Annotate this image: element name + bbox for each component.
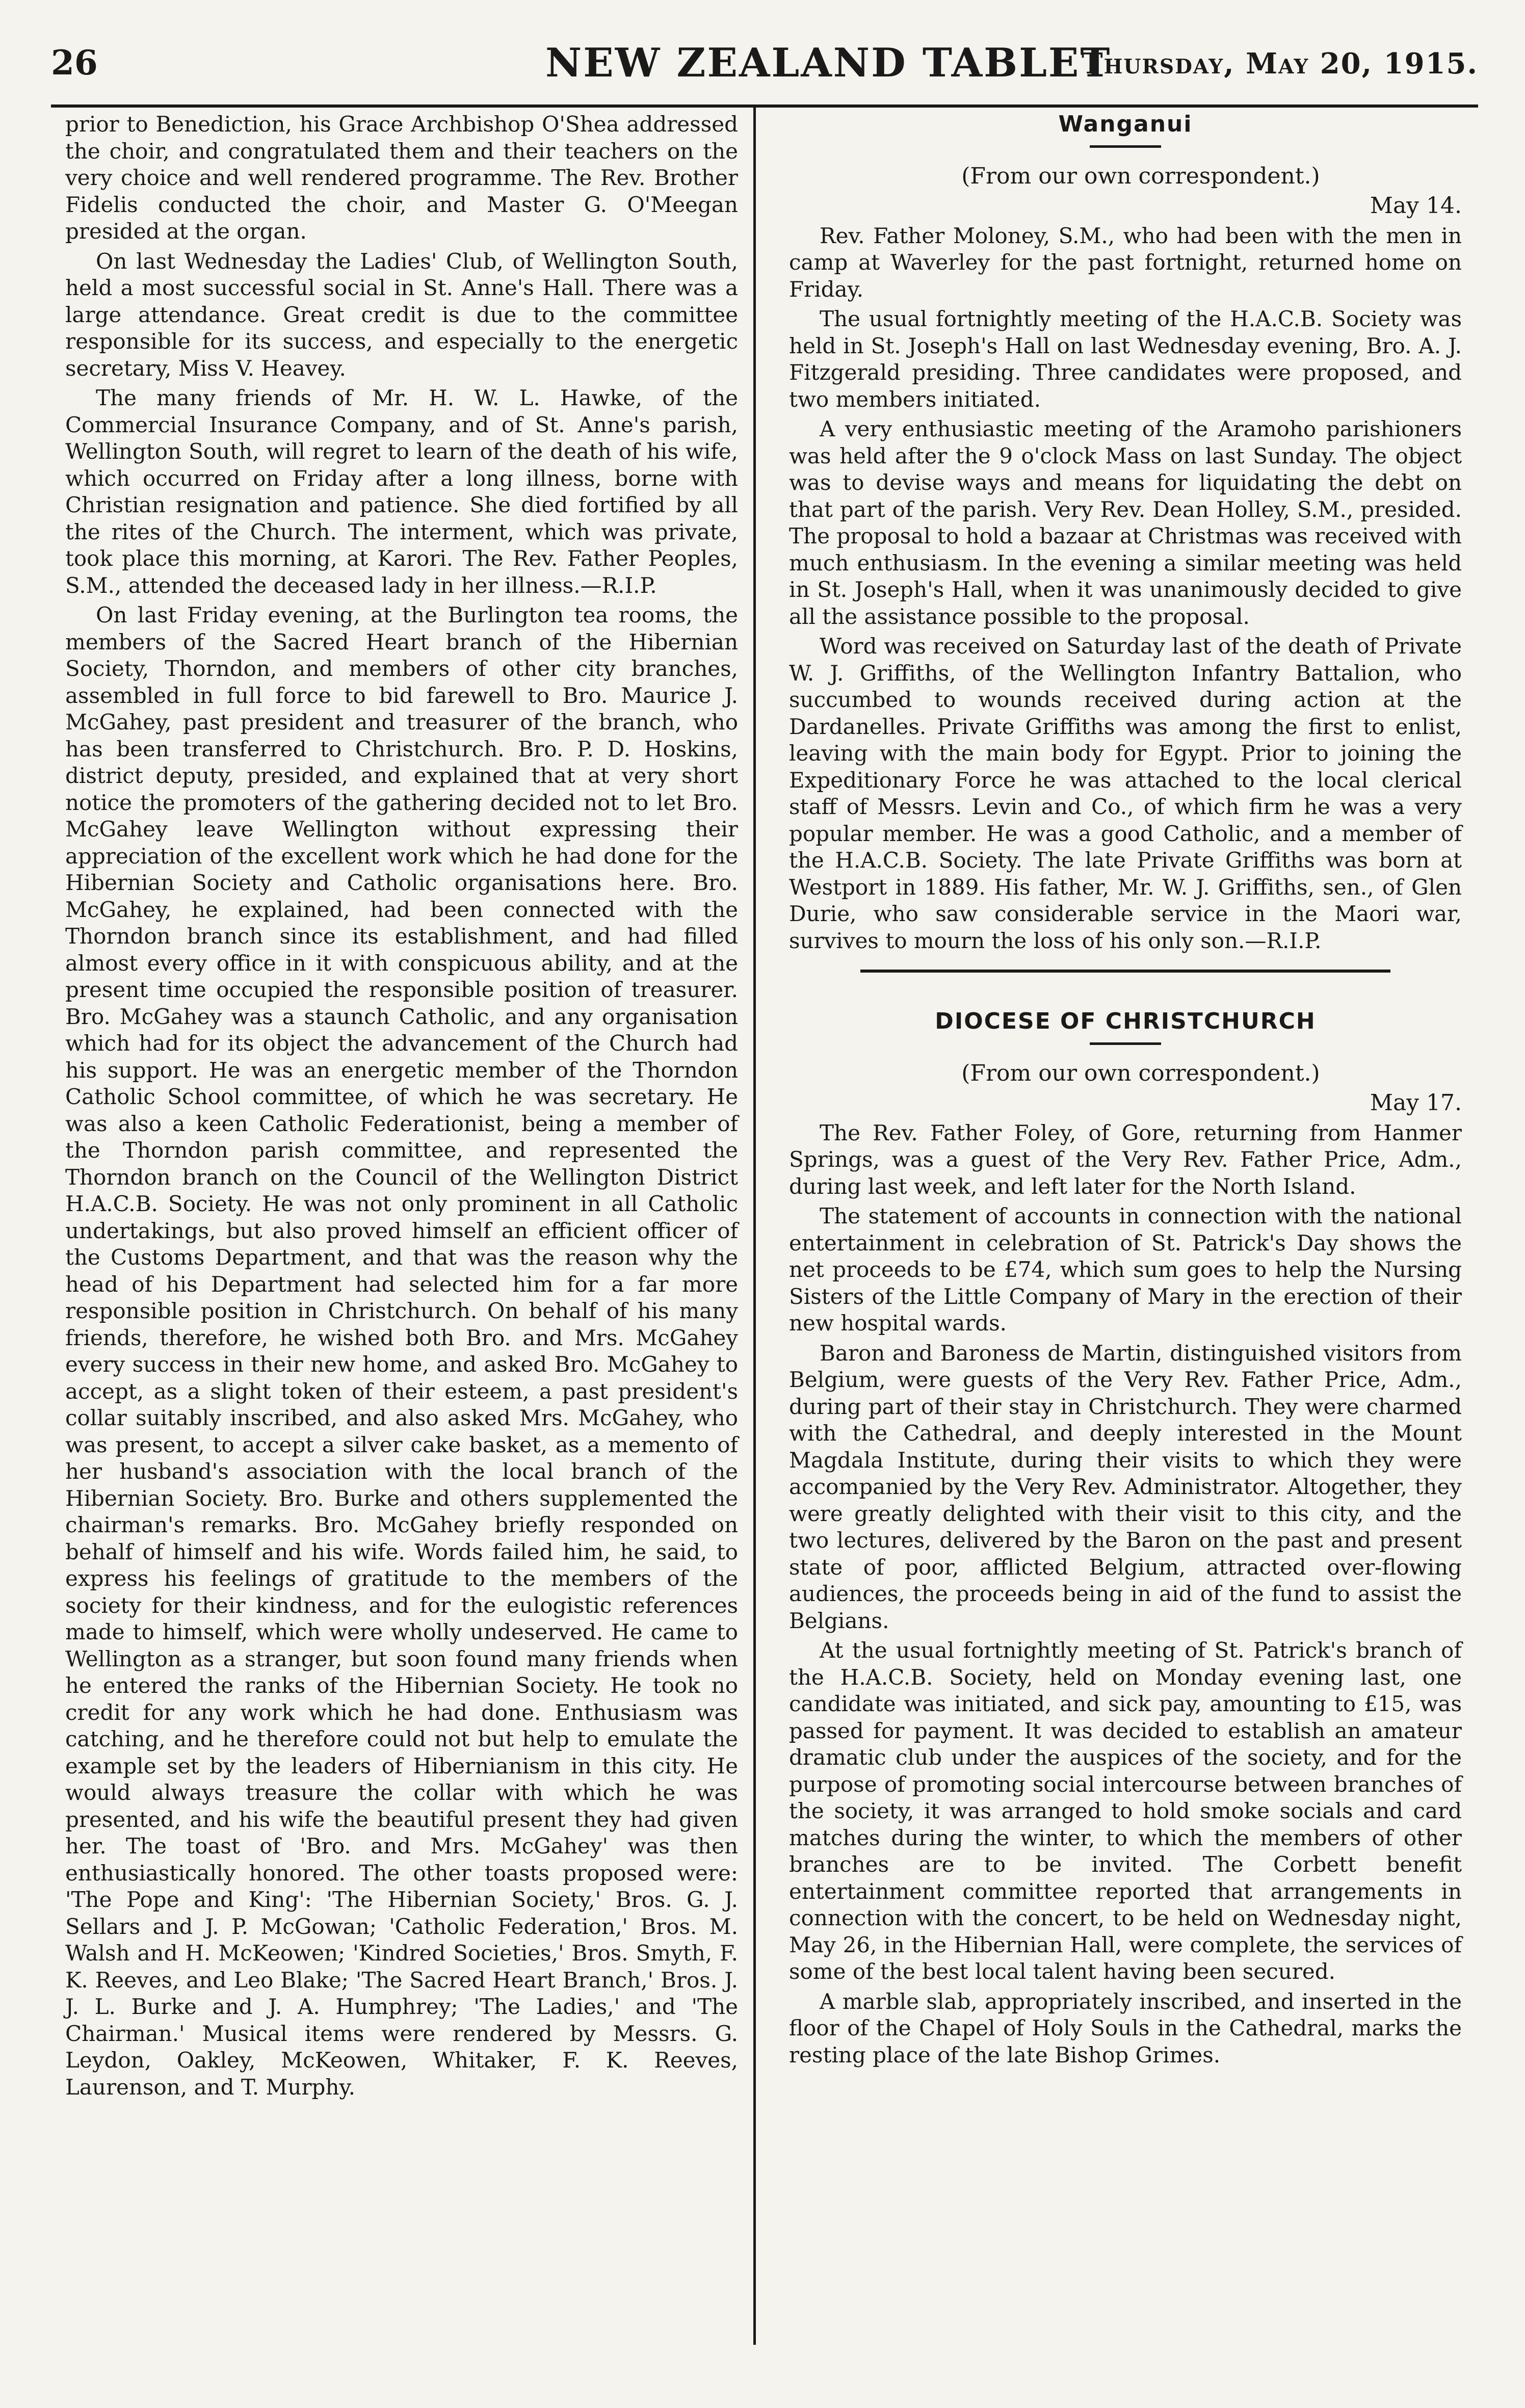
dateline: May 14. — [1370, 193, 1462, 219]
masthead: NEW ZEALAND TABLET — [545, 40, 1112, 86]
left-column — [65, 111, 738, 2104]
section-title: DIOCESE OF CHRISTCHURCH — [935, 1008, 1316, 1034]
section-christchurch — [789, 1008, 1462, 2069]
article-paragraph: Word was received on Saturday last of the death of Private W. J. Griffiths, of the Wellington Infantry Battalion, who succumbed to wounds received during action at the Dardanelles. Private Griffiths was among the first to enlist, leaving with the main body for Egypt. Prior to joining the Expeditionary Force he was attached to the local clerical staff of Messrs. Levin and Co., of which firm he was a very popular member. He was a good Catholic, and a member of the H.A.C.B. Society. The late Private Griffiths was born at Westport in 1889. His father, Mr. W. J. Griffiths, sen., of Glen Durie, who saw considerable service in the Maori war, survives to mourn the loss of his only son.—R.I.P. — [789, 634, 1462, 953]
section-title: Wanganui — [1058, 111, 1193, 137]
article-paragraph: A very enthusiastic meeting of the Aramoho parishioners was held after the 9 o'clock Mass on last Sunday. The object was to devise ways and means for liquidating the debt on that part of the parish. Very Rev. Dean Holley, S.M., presided. The proposal to hold a bazaar at Christmas was received with much enthusiasm. In the evening a similar meeting was held in St. Joseph's Hall, when it was unanimously decided to give all the assistance possible to the proposal. — [789, 416, 1462, 629]
title-rule — [1090, 145, 1161, 148]
title-rule — [1090, 1042, 1161, 1045]
article-paragraph: The statement of accounts in connection with the national entertainment in celebration of St. Patrick's Day shows the net proceeds to be £74, which sum goes to help the Nursing Sisters of the Little Company of Mary in the erection of their new hospital wards. — [789, 1203, 1462, 1336]
article-paragraph: A marble slab, appropriately inscribed, and inserted in the floor of the Chapel of Holy Souls in the Cathedral, marks the resting place of the late Bishop Grimes. — [789, 1988, 1462, 2067]
article-paragraph: On last Friday evening, at the Burlington tea rooms, the members of the Sacred Heart branch of the Hibernian Society, Thorndon, and members of other city branches, assembled in full force to bid farewell to Bro. Maurice J. McGahey, past president and treasurer of the branch, who has been transferred to Christchurch. Bro. P. D. Hoskins, district deputy, presided, and explained that at very short notice the promoters of the gathering decided not to let Bro. McGahey leave Wellington without expressing their appreciation of the excellent work which he had done for the Hibernian Society and Catholic organisations here. Bro. McGahey, he explained, had been connected with the Thorndon branch since its establishment, and had filled almost every office in it with conspicuous ability, and at the present time occupied the responsible position of treasurer. Bro. McGahey was a staunch Catholic, and any organisation which had for its object the advancement of the Church had his support. He was an energetic member of the Thorndon Catholic School committee, of which he was secretary. He was also a keen Catholic Federationist, being a member of the Thorndon parish committee, and represented the Thorndon branch on the Council of the Wellington District H.A.C.B. Society. He was not only prominent in all Catholic undertakings, but also proved himself an efficient officer of the Customs Department, and that was the reason why the head of his Department had selected him for a far more responsible position in Christchurch. On behalf of his many friends, therefore, he wished both Bro. and Mrs. McGahey every success in their new home, and asked Bro. McGahey to accept, as a slight token of their esteem, a past president's collar suitably inscribed, and also asked Mrs. McGahey, who was present, to accept a silver cake basket, as a memento of her husband's association with the local branch of the Hibernian Society. Bro. Burke and others supplemented the chairman's remarks. Bro. McGahey briefly responded on behalf of himself and his wife. Words failed him, he said, to express his feelings of gratitude to the members of the society for their kindness, and for the eulogistic references made to himself, which were wholly undeserved. He came to Wellington as a stranger, but soon found many friends when he entered the ranks of the Hibernian Society. He took no credit for any work which he had done. Enthusiasm was catching, and he therefore could not but help to emulate the example set by the leaders of Hibernianism in this city. He would always treasure the collar with which he was presented, and his wife the beautiful present they had given her. The toast of 'Bro. and Mrs. McGahey' was then enthusiastically honored. The other toasts proposed were: 'The Pope and King': 'The Hibernian Society,' Bros. G. J. Sellars and J. P. McGowan; 'Catholic Federation,' Bros. M. Walsh and H. McKeowen; 'Kindred Societies,' Bros. Smyth, F. K. Reeves, and Leo Blake; 'The Sacred Heart Branch,' Bros. J. J. L. Burke and J. A. Humphrey; 'The Ladies,' and 'The Chairman.' Musical items were rendered by Messrs. G. Leydon, Oakley, McKeowen, Whitaker, F. K. Reeves, Laurenson, and T. Murphy. — [65, 603, 738, 2100]
page-header — [51, 40, 1478, 101]
article-paragraph: The Rev. Father Foley, of Gore, returning from Hanmer Springs, was a guest of the Very Rev. Father Price, Adm., during last week, and left later for the North Island. — [789, 1120, 1462, 1199]
article-paragraph: The many friends of Mr. H. W. L. Hawke, of the Commercial Insurance Company, and of St. Anne's parish, Wellington South, will regret to learn of the death of his wife, which occurred on Friday after a long illness, borne with Christian resignation and patience. She died fortified by all the rites of the Church. The interment, which was private, took place this morning, at Karori. The Rev. Father Peoples, S.M., attended the deceased lady in her illness.—R.I.P. — [65, 385, 738, 598]
section-wanganui — [789, 111, 1462, 954]
section-separator — [860, 970, 1390, 973]
correspondent-line: (From our own correspondent.) — [961, 163, 1320, 189]
right-column — [789, 111, 1462, 2072]
issue-date: Thursday, May 20, 1915. — [1082, 47, 1478, 81]
article-paragraph: The usual fortnightly meeting of the H.A.C.B. Society was held in St. Joseph's Hall on last Wednesday evening, Bro. A. J. Fitzgerald presiding. Three candidates were proposed, and two members initiated. — [789, 306, 1462, 412]
dateline: May 17. — [1370, 1090, 1462, 1116]
correspondent-line: (From our own correspondent.) — [961, 1060, 1320, 1086]
article-paragraph: prior to Benediction, his Grace Archbishop O'Shea addressed the choir, and congratulated them and their teachers on the very choice and well rendered programme. The Rev. Brother Fidelis conducted the choir, and Master G. O'Meegan presided at the organ. — [65, 112, 738, 244]
column-divider — [753, 107, 756, 2345]
article-paragraph: Baron and Baroness de Martin, distinguished visitors from Belgium, were guests of the Very Rev. Father Price, Adm., during part of their stay in Christchurch. They were charmed with the Cathedral, and deeply interested in the Mount Magdala Institute, during their visits to which they were accompanied by the Very Rev. Administrator. Altogether, they were greatly delighted with their visit to this city, and the two lectures, delivered by the Baron on the past and present state of poor, afflicted Belgium, attracted over-flowing audiences, the proceeds being in aid of the fund to assist the Belgians. — [789, 1340, 1462, 1633]
page-number: 26 — [51, 43, 98, 83]
article-paragraph: On last Wednesday the Ladies' Club, of Wellington South, held a most successful social in St. Anne's Hall. There was a large attendance. Great credit is due to the committee responsible for its success, and especially to the energetic secretary, Miss V. Heavey. — [65, 248, 738, 381]
article-paragraph: Rev. Father Moloney, S.M., who had been with the men in camp at Waverley for the past fortnight, returned home on Friday. — [789, 223, 1462, 302]
header-rule — [51, 104, 1478, 108]
article-paragraph: At the usual fortnightly meeting of St. Patrick's branch of the H.A.C.B. Society, held on Monday evening last, one candidate was initiated, and sick pay, amounting to £15, was passed for payment. It was decided to establish an amateur dramatic club under the auspices of the society, and for the purpose of promoting social intercourse between branches of the society, it was arranged to hold smoke socials and card matches during the winter, to which the members of other branches are to be invited. The Corbett benefit entertainment committee reported that arrangements in connection with the concert, to be held on Wednesday night, May 26, in the Hibernian Hall, were complete, the services of some of the best local talent having been secured. — [789, 1638, 1462, 1984]
